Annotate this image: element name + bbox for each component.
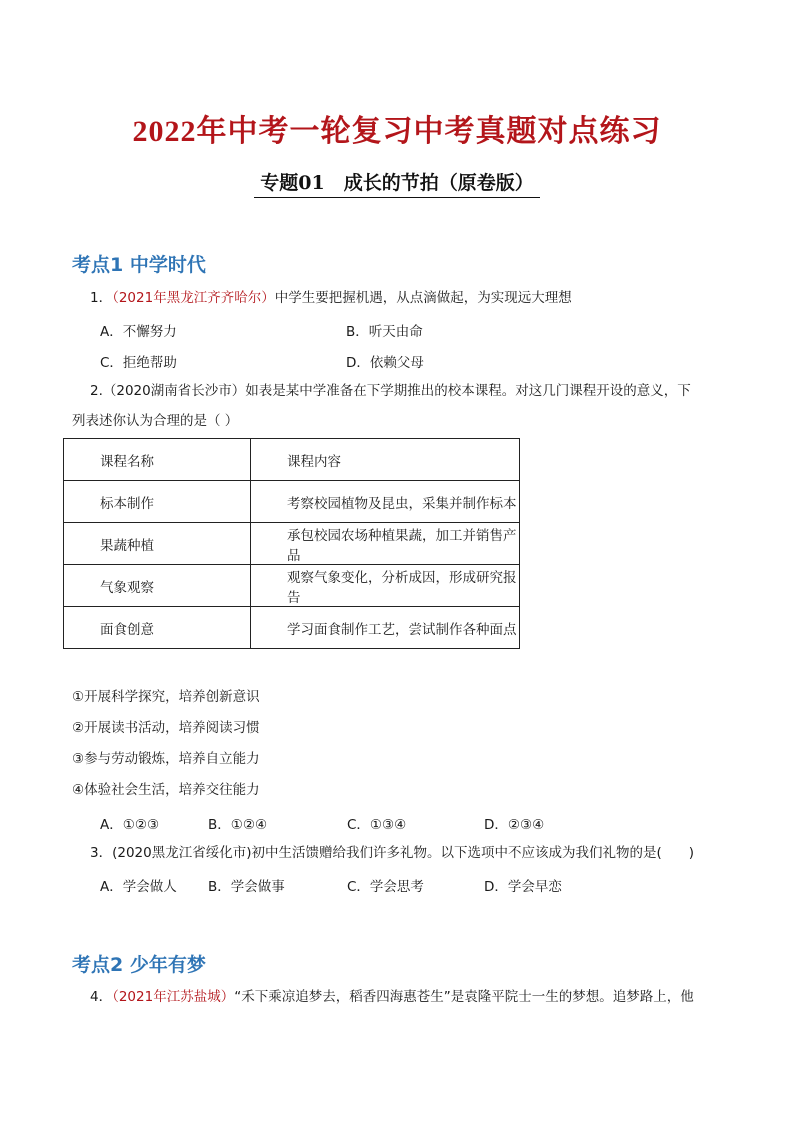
q3-option-d: D．学会早恋: [484, 879, 562, 895]
page-title: 2022年中考一轮复习中考真题对点练习: [132, 115, 662, 148]
table-row: [64, 565, 520, 607]
question-1-source: （2021年黑龙江齐齐哈尔）: [112, 290, 275, 306]
question-4-source: （2021年江苏盐城）: [112, 989, 235, 1005]
question-2-line-2: 列表述你认为合理的是（ ）: [72, 413, 239, 429]
q1-option-b: B．听天由命: [346, 324, 423, 340]
table-cell: 观察气象变化，分析成因，形成研究报告: [251, 565, 520, 607]
subtitle-text: 专题01 成长的节拍（原卷版）: [254, 168, 539, 198]
table-cell: 学习面食制作工艺，尝试制作各种面点: [251, 607, 520, 649]
statement-4: ④体验社会生活，培养交往能力: [72, 782, 260, 798]
q3-option-b: B．学会做事: [208, 879, 285, 895]
q2-option-a: A．①②③: [100, 817, 160, 833]
q2-option-c: C．①③④: [347, 817, 407, 833]
question-2-line-1: 2.（2020湖南省长沙市）如表是某中学准备在下学期推出的校本课程。对这几门课程开设的意义，下: [90, 383, 691, 399]
table-header-cell: 课程内容: [251, 439, 520, 481]
table-cell: 考察校园植物及昆虫，采集并制作标本: [251, 481, 520, 523]
section-heading-1: 考点1 中学时代: [72, 254, 206, 276]
q1-option-d: D．依赖父母: [346, 355, 424, 371]
q1-option-a: A．不懈努力: [100, 324, 177, 340]
question-4-number: 4．: [90, 989, 113, 1005]
table-header-row: [64, 439, 520, 481]
course-table: [63, 438, 520, 649]
table-cell: 面食创意: [64, 607, 251, 649]
question-4-text: “禾下乘凉追梦去，稻香四海惠苍生”是袁隆平院士一生的梦想。追梦路上，他: [234, 989, 694, 1005]
q2-option-b: B．①②④: [208, 817, 268, 833]
table-header-cell: 课程名称: [64, 439, 251, 481]
question-3: 3．(2020黑龙江省绥化市)初中生活馈赠给我们许多礼物。以下选项中不应该成为我们礼物的是( ): [90, 845, 695, 861]
table-row: [64, 607, 520, 649]
q3-option-c: C．学会思考: [347, 879, 424, 895]
question-4: [90, 988, 694, 1006]
table-cell: 标本制作: [64, 481, 251, 523]
table-row: [64, 523, 520, 565]
statement-1: ①开展科学探究，培养创新意识: [72, 689, 260, 705]
question-1-text: 中学生要把握机遇，从点滴做起，为实现远大理想: [274, 290, 572, 306]
page-subtitle: [0, 168, 794, 198]
table-row: [64, 481, 520, 523]
section-heading-2: 考点2 少年有梦: [72, 954, 206, 976]
question-1: [90, 289, 572, 307]
table-cell: 承包校园农场种植果蔬，加工并销售产品: [251, 523, 520, 565]
table-cell: 气象观察: [64, 565, 251, 607]
table-cell: 果蔬种植: [64, 523, 251, 565]
statement-2: ②开展读书活动，培养阅读习惯: [72, 720, 260, 736]
q2-option-d: D．②③④: [484, 817, 545, 833]
question-1-number: 1．: [90, 290, 113, 306]
statement-3: ③参与劳动锻炼，培养自立能力: [72, 751, 260, 767]
q1-option-c: C．拒绝帮助: [100, 355, 177, 371]
q3-option-a: A．学会做人: [100, 879, 177, 895]
